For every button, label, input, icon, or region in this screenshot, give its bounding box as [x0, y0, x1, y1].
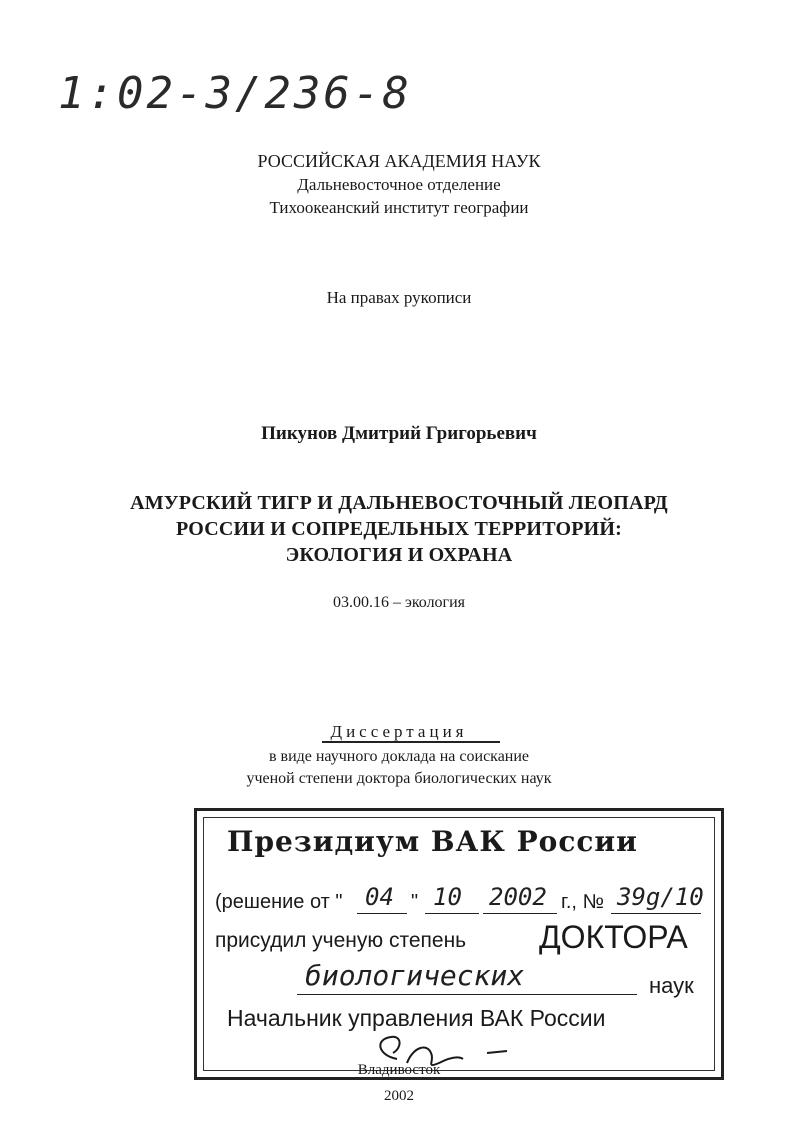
specialty-code: 03.00.16 – экология: [332, 594, 466, 611]
branch-name: Дальневосточное отделение: [297, 175, 501, 194]
institute-name: Тихоокеанский институт географии: [269, 198, 529, 217]
dissertation-line-1: в виде научного доклада на соискание: [268, 748, 530, 765]
dissertation-word: Диссертация: [330, 722, 468, 741]
stamp-degree: ДОКТОРА: [539, 919, 688, 955]
author-name: Пикунов Дмитрий Григорьевич: [261, 423, 537, 444]
academy-name: РОССИЙСКАЯ АКАДЕМИЯ НАУК: [257, 151, 541, 171]
stamp-year-line: [483, 913, 557, 914]
stamp-day: 04: [365, 883, 394, 911]
stamp-year: 2002: [489, 883, 547, 911]
footer-city: Владивосток: [357, 1062, 441, 1078]
stamp-month: 10: [433, 883, 462, 911]
stamp-number: 39g/10: [617, 883, 704, 911]
vak-stamp: [194, 808, 724, 1080]
title-line-3: ЭКОЛОГИЯ И ОХРАНА: [285, 544, 513, 566]
stamp-number-line: [611, 913, 701, 914]
stamp-title: Президиум ВАК России: [227, 825, 638, 858]
stamp-quote-close: ": [411, 891, 419, 913]
stamp-year-suffix: г., №: [561, 891, 604, 913]
title-line-2: РОССИИ И СОПРЕДЕЛЬНЫХ ТЕРРИТОРИЙ:: [175, 518, 623, 540]
stamp-sciences: наук: [649, 973, 694, 998]
title-line-1: АМУРСКИЙ ТИГР И ДАЛЬНЕВОСТОЧНЫЙ ЛЕОПАРД: [130, 492, 668, 514]
stamp-chief: Начальник управления ВАК России: [227, 1005, 606, 1031]
stamp-day-line: [357, 913, 407, 914]
stamp-field: биологических: [305, 959, 525, 992]
manuscript-rights: На правах рукописи: [326, 288, 472, 307]
catalog-number: 1:02-3/236-8: [58, 68, 412, 119]
stamp-month-line: [425, 913, 479, 914]
stamp-decision-prefix: (решение от ": [215, 891, 343, 913]
footer-year: 2002: [384, 1088, 414, 1104]
dissertation-line-2: ученой степени доктора биологических наук: [246, 770, 552, 787]
stamp-field-line: [297, 994, 637, 995]
dissertation-underline: [322, 741, 500, 743]
stamp-awarded: присудил ученую степень: [215, 929, 467, 952]
